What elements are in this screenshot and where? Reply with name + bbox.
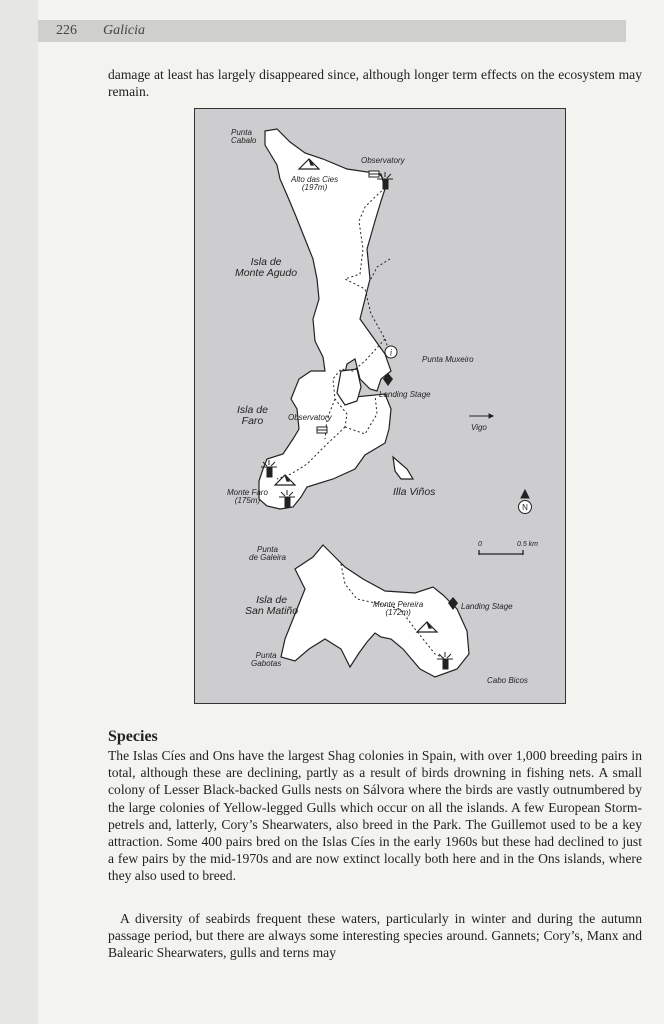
label-punta-de-galeira: Punta de Galeira bbox=[249, 545, 286, 563]
information-icon bbox=[385, 346, 397, 358]
label-punta-gabotas: Punta Gabotas bbox=[251, 651, 282, 669]
label-landing-stage-south: Landing Stage bbox=[461, 602, 513, 611]
label-cabo-bicos: Cabo Bicos bbox=[487, 676, 528, 685]
species-paragraph-2: A diversity of seabirds frequent these waters, particularly in winter and during the autumn passage period, but there are always some interesting species around. Gannets; Cory’s, Manx and Balearic Shearwaters, gulls and terns may bbox=[108, 911, 642, 961]
label-alto-das-cies: Alto das Cies (197m) bbox=[291, 175, 339, 193]
label-landing-stage-north: Landing Stage bbox=[379, 390, 431, 399]
label-isla-monte-agudo: Isla de Monte Agudo bbox=[235, 256, 298, 280]
scale-bar bbox=[479, 550, 523, 555]
label-scale-zero: 0 bbox=[478, 541, 482, 548]
svg-text:i: i bbox=[389, 347, 393, 358]
label-vigo: Vigo bbox=[471, 423, 487, 432]
label-monte-faro: Monte Faro (175m) bbox=[227, 488, 268, 506]
book-page bbox=[38, 0, 664, 1024]
label-isla-de-faro: Isla de Faro bbox=[237, 404, 268, 428]
species-heading: Species bbox=[108, 728, 158, 745]
vigo-arrow-icon bbox=[469, 414, 493, 418]
observatory-icon bbox=[317, 427, 327, 433]
label-observatory-north: Observatory bbox=[361, 156, 405, 165]
label-monte-pereira: Monte Pereira (172m) bbox=[373, 600, 424, 618]
species-paragraph-1: The Islas Cíes and Ons have the largest Shag colonies in Spain, with over 1,000 breeding pairs in total, although these are declining, partly as a result of birds drowning in fishing nets. A small colony of Lesser Black-backed Gulls nests on Sálvora where the birds are vastly outnumbered by the large colonies of Yellow-legged Gulls which occur on all the islands. A few European Storm-petrels and, latterly, Cory’s Shearwaters, also breed in the Park. The Guillemot used to be a key attraction. Some 400 pairs bred on the Islas Cíes in the early 1960s but these had declined to just a few pairs by the mid-1970s and are now extinct locally both here and in the Ons islands, where they also used to breed. bbox=[108, 748, 642, 884]
label-punta-cabalo: Punta Cabalo bbox=[231, 128, 257, 146]
north-arrow-icon bbox=[519, 490, 532, 514]
islet-illa-vinos bbox=[393, 457, 413, 479]
label-isla-san-matino: Isla de San Matiño bbox=[245, 594, 299, 618]
running-header bbox=[38, 20, 626, 42]
label-illa-vinos: Illa Viños bbox=[393, 486, 436, 498]
label-punta-muxeiro: Punta Muxeiro bbox=[422, 355, 474, 364]
islas-cies-map bbox=[194, 108, 566, 704]
label-observatory-faro: Observatory bbox=[288, 413, 332, 422]
page-number: 226 bbox=[56, 23, 77, 38]
svg-text:N: N bbox=[522, 503, 528, 512]
label-scale-half: 0.5 km bbox=[517, 541, 539, 548]
observatory-icon bbox=[369, 171, 379, 177]
chapter-title: Galicia bbox=[103, 23, 145, 38]
intro-paragraph: damage at least has largely disappeared since, although longer term effects on the ecosystem may remain. bbox=[108, 67, 642, 100]
